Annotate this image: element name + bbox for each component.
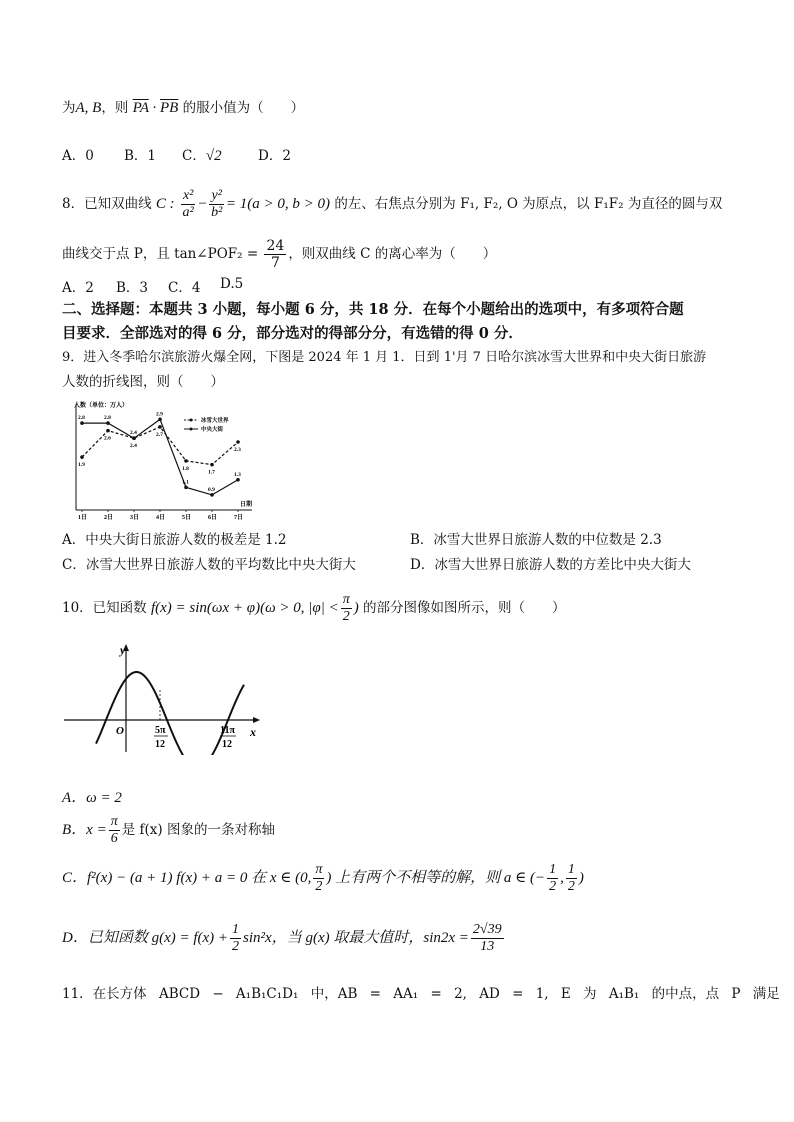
chart-data-label: 2.3: [234, 447, 241, 453]
tourism-line-chart: [66, 398, 256, 522]
chart-point: [210, 463, 214, 467]
chart-tick-label: 4日: [156, 515, 166, 521]
chart-data-label: 1.1: [182, 479, 189, 486]
chart-legend-marker: [190, 428, 193, 431]
q9-option-d: D．冰雪大世界日旅游人数的方差比中央大街大: [410, 557, 691, 573]
q9-stem-line2: 人数的折线图，则（ ）: [62, 374, 224, 390]
chart-legend-label: 冰雪大世界: [201, 418, 229, 424]
q7-option-d: D．2: [258, 148, 291, 164]
q10-option-d: D．已知函数 g(x) = f(x) + $\frac{1}{2}$ sin²x，当 g(x) 取最大值时，sin2x = $\frac{2√39}{13}$: [62, 922, 502, 954]
chart-legend-label: 中央大街: [201, 427, 224, 433]
graph-tick-1-num: 5π: [155, 725, 166, 736]
chart-point: [236, 440, 240, 444]
graph-tick-2-num: 11π: [220, 725, 235, 736]
chart-data-label: 2.4: [130, 443, 137, 450]
q9-option-a: A．中央大街日旅游人数的极差是 1.2: [62, 532, 287, 548]
section2-heading-line2: 目要求．全部选对的得 6 分，部分选对的得部分分，有选错的得 0 分．: [62, 325, 523, 342]
chart-ylabel: 人数（单位：万人）: [74, 403, 129, 409]
graph-origin-label: O: [116, 725, 124, 737]
chart-data-label: 1.3: [234, 471, 241, 478]
chart-data-label: 2.6: [104, 435, 111, 442]
graph-x-arrow: [253, 717, 260, 723]
chart-data-label: 0.9: [208, 486, 215, 493]
chart-data-label: 2.9: [156, 411, 163, 418]
q9-option-b: B．冰雪大世界日旅游人数的中位数是 2.3: [410, 532, 662, 548]
chart-point: [184, 459, 188, 463]
q7-option-c: C．√2: [182, 148, 222, 164]
sine-graph: [62, 640, 267, 755]
chart-point: [210, 493, 214, 497]
q8-option-d: D.5: [220, 276, 244, 292]
q9-stem-line1: 9．进入冬季哈尔滨旅游火爆全网，下图是 2024 年 1 月 1．日到 1'月 7 日哈尔滨冰雪大世界和中央大街日旅游: [62, 350, 707, 365]
chart-data-label: 1.9: [78, 462, 85, 469]
q9-option-c: C．冰雪大世界日旅游人数的平均数比中央大街大: [62, 557, 356, 573]
chart-point: [236, 478, 240, 482]
q7-option-a: A．0: [62, 148, 94, 164]
graph-tick-2-den: 12: [222, 739, 232, 750]
chart-point: [106, 421, 110, 425]
chart-point: [132, 436, 136, 440]
chart-tick-label: 1日: [78, 515, 88, 521]
q10-option-c: C．f²(x) − (a + 1) f(x) + a = 0 在 x ∈ (0, $\frac{\pi}{2}$ ) 上有两个不相等的解，则 a ∈ (− $\frac{1}{2}$ , $\frac{1}{2}$ ): [62, 862, 584, 894]
chart-tick-label: 6日: [208, 515, 218, 521]
chart-legend-marker: [190, 419, 193, 422]
q11-stem: 11．在长方体 ABCD − A₁B₁C₁D₁ 中，AB = AA₁ = 2, AD = 1, E 为 A₁B₁ 的中点，点 P 满足: [62, 986, 780, 1002]
q8-option-a: A．2: [62, 280, 94, 296]
graph-y-label: y: [120, 643, 126, 657]
chart-point: [106, 429, 110, 433]
q7-option-b: B．1: [124, 148, 157, 164]
graph-tick-1-den: 12: [155, 739, 165, 750]
chart-point: [80, 421, 84, 425]
chart-data-label: 2.8: [104, 415, 111, 422]
q7-stem-tail: 为A, B，则 $\overline{PA} \cdot \overline{PB}$ 的服小值为（ ）: [62, 100, 305, 116]
chart-tick-label: 7日: [234, 515, 244, 521]
chart-point: [80, 455, 84, 459]
q10-option-a: A．ω = 2: [62, 790, 122, 806]
section2-heading-line1: 二、选择题：本题共 3 小题，每小题 6 分，共 18 分．在每个小题给出的选项中，有多项符合题: [62, 301, 684, 318]
chart-tick-label: 5日: [182, 515, 192, 521]
q8-stem-line1: 8．已知双曲线 C : $\frac{\text{x²}}{\text{a²}}$ − $\frac{\text{y²}}{\text{b²}}$ = 1(a > 0, b > 0) 的左、右焦点分别为 F₁, F₂, O 为原点，以 F₁F₂ 为直径的圆与双: [62, 188, 723, 220]
q8-option-c: C．4: [168, 280, 201, 296]
chart-tick-label: 3日: [130, 515, 140, 521]
q10-option-b: B．x = $\frac{\pi}{6}$ 是 f(x) 图象的一条对称轴: [62, 814, 275, 846]
q8-option-b: B．3: [116, 280, 149, 296]
q10-stem: 10．已知函数 f(x) = sin(ωx + φ)(ω > 0, |φ| < $\frac{\pi}{2}$ ) 的部分图像如图所示，则（ ）: [62, 592, 566, 624]
chart-tick-label: 2日: [104, 515, 114, 521]
chart-data-label: 1.8: [182, 465, 189, 472]
chart-data-label: 2.4: [130, 430, 137, 437]
chart-data-label: 1.7: [208, 469, 215, 476]
chart-data-label: 2.8: [78, 415, 85, 422]
graph-x-label: x: [250, 725, 256, 739]
chart-point: [184, 486, 188, 490]
q8-stem-line2: 曲线交于点 P，且 tan∠POF₂ = $\frac{24}{7}$ ，则双曲线 C 的离心率为（ ）: [62, 238, 497, 271]
chart-point: [158, 425, 162, 429]
chart-xlabel: 日期: [240, 502, 253, 508]
chart-point: [158, 418, 162, 422]
chart-data-label: 2.7: [156, 431, 163, 438]
